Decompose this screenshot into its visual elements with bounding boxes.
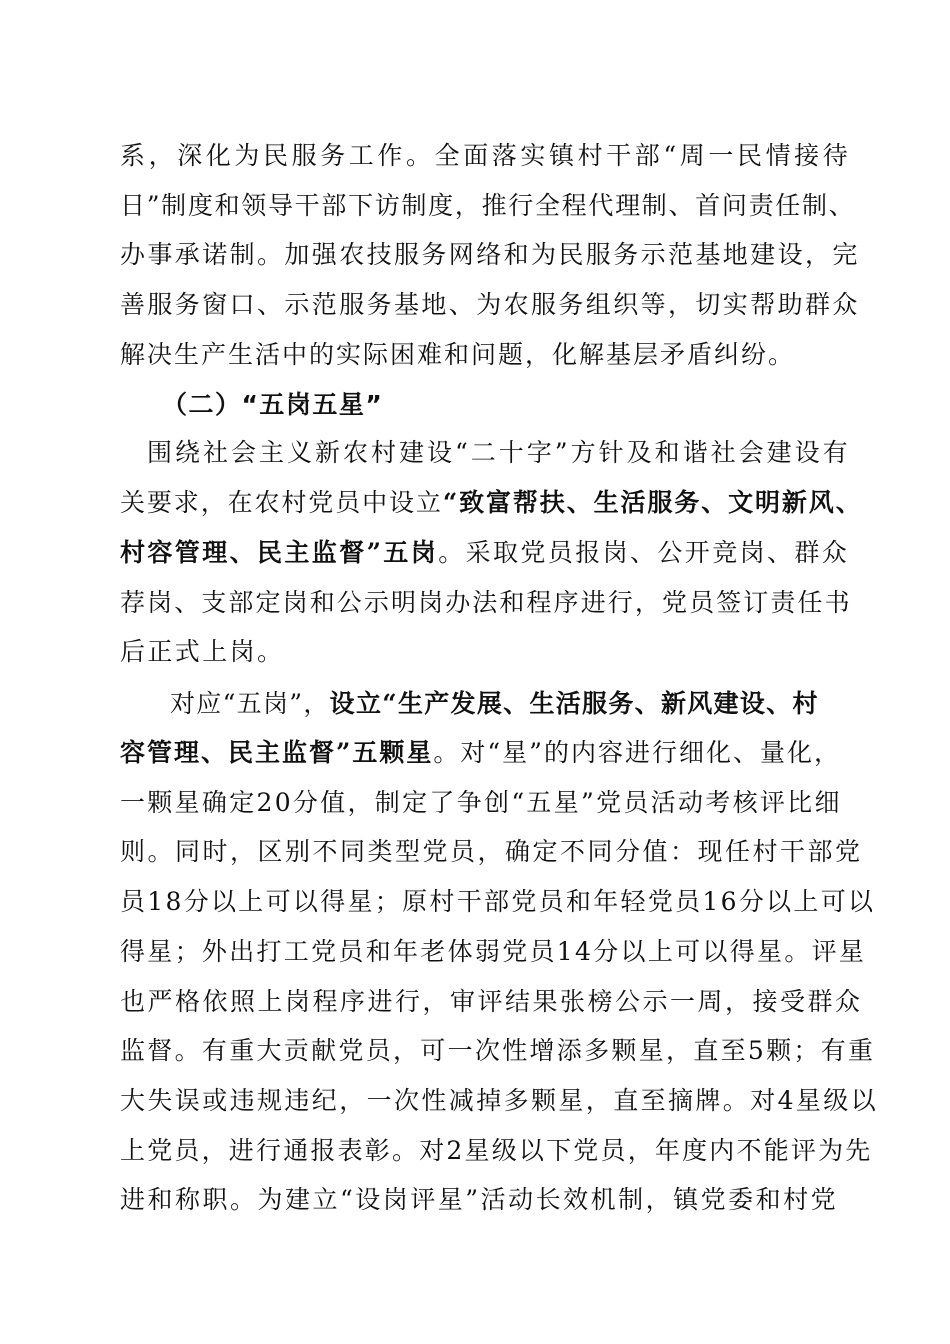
- text: 关要求，在农村党员中设立: [120, 488, 443, 517]
- text: 善服务窗口、示范服务基地、为农服务组织等，切实帮助群众: [120, 290, 860, 319]
- body-line: [120, 528, 849, 578]
- body-line: [147, 428, 851, 478]
- text: 进和称职。为建立“设岗评星”活动长效机制，镇党委和村党: [120, 1185, 839, 1214]
- text: 大失误或违规违纪，一次性减掉多颗星，直至摘牌。对4星级以: [120, 1086, 879, 1115]
- text: 荐岗、支部定岗和公示明岗办法和程序进行，党员签订责任书: [120, 588, 852, 617]
- body-line: [120, 627, 284, 677]
- body-line: [120, 778, 842, 828]
- bold-text: “致富帮扶、生活服务、文明新风、: [442, 488, 863, 517]
- text: 解决生产生活中的实际困难和问题，化解基层矛盾纠纷。: [120, 340, 796, 369]
- text: 上党员，进行通报表彰。对2星级以下党员，年度内不能评为先: [120, 1136, 873, 1165]
- text: 后正式上岗。: [120, 637, 285, 666]
- body-line: [120, 330, 795, 380]
- text: 一颗星确定20分值，制定了争创“五星”党员活动考核评比细: [120, 788, 842, 817]
- text: 。采取党员报岗、公开竞岗、群众: [438, 538, 850, 567]
- bold-text: 村容管理、民主监督”五岗: [120, 538, 439, 567]
- body-line: [120, 280, 860, 330]
- body-line: [120, 728, 841, 778]
- body-line: [120, 827, 863, 877]
- text: 对应“五岗”，: [170, 689, 330, 718]
- text: 日”制度和领导干部下访制度，推行全程代理制、首问责任制、: [120, 191, 856, 220]
- body-line: [120, 1126, 873, 1176]
- text: 系，深化为民服务工作。全面落实镇村干部“周一民情接待: [120, 141, 852, 170]
- body-line: [120, 131, 851, 181]
- body-line: [120, 927, 866, 977]
- text: 监督。有重大贡献党员，可一次性增添多颗星，直至5颗；有重: [120, 1036, 876, 1065]
- section-heading: [162, 380, 383, 430]
- body-line: [120, 1175, 838, 1225]
- body-line: [120, 230, 860, 280]
- body-line: [170, 679, 819, 729]
- body-line: [120, 578, 852, 628]
- text: 则。同时，区别不同类型党员，确定不同分值：现任村干部党: [120, 837, 863, 866]
- body-line: [120, 181, 855, 231]
- body-line: [120, 977, 863, 1027]
- body-line: [120, 1076, 878, 1126]
- text: 得星；外出打工党员和年老体弱党员14分以上可以得星。评星: [120, 937, 867, 966]
- text: 。对“星”的内容进行细化、量化，: [433, 738, 841, 767]
- body-line: [120, 478, 863, 528]
- body-line: [120, 1026, 875, 1076]
- section-heading-text: （二）“五岗五星”: [162, 390, 384, 419]
- text: 员18分以上可以得星；原村干部党员和年轻党员16分以上可以: [120, 887, 876, 916]
- body-line: [120, 877, 875, 927]
- bold-text: 设立“生产发展、生活服务、新风建设、村: [329, 689, 819, 718]
- text: 围绕社会主义新农村建设“二十字”方针及和谐社会建设有: [147, 438, 851, 467]
- text: 办事承诺制。加强农技服务网络和为民服务示范基地建设，完: [120, 240, 860, 269]
- bold-text: 容管理、民主监督”五颗星: [120, 738, 434, 767]
- text: 也严格依照上岗程序进行，审评结果张榜公示一周，接受群众: [120, 987, 863, 1016]
